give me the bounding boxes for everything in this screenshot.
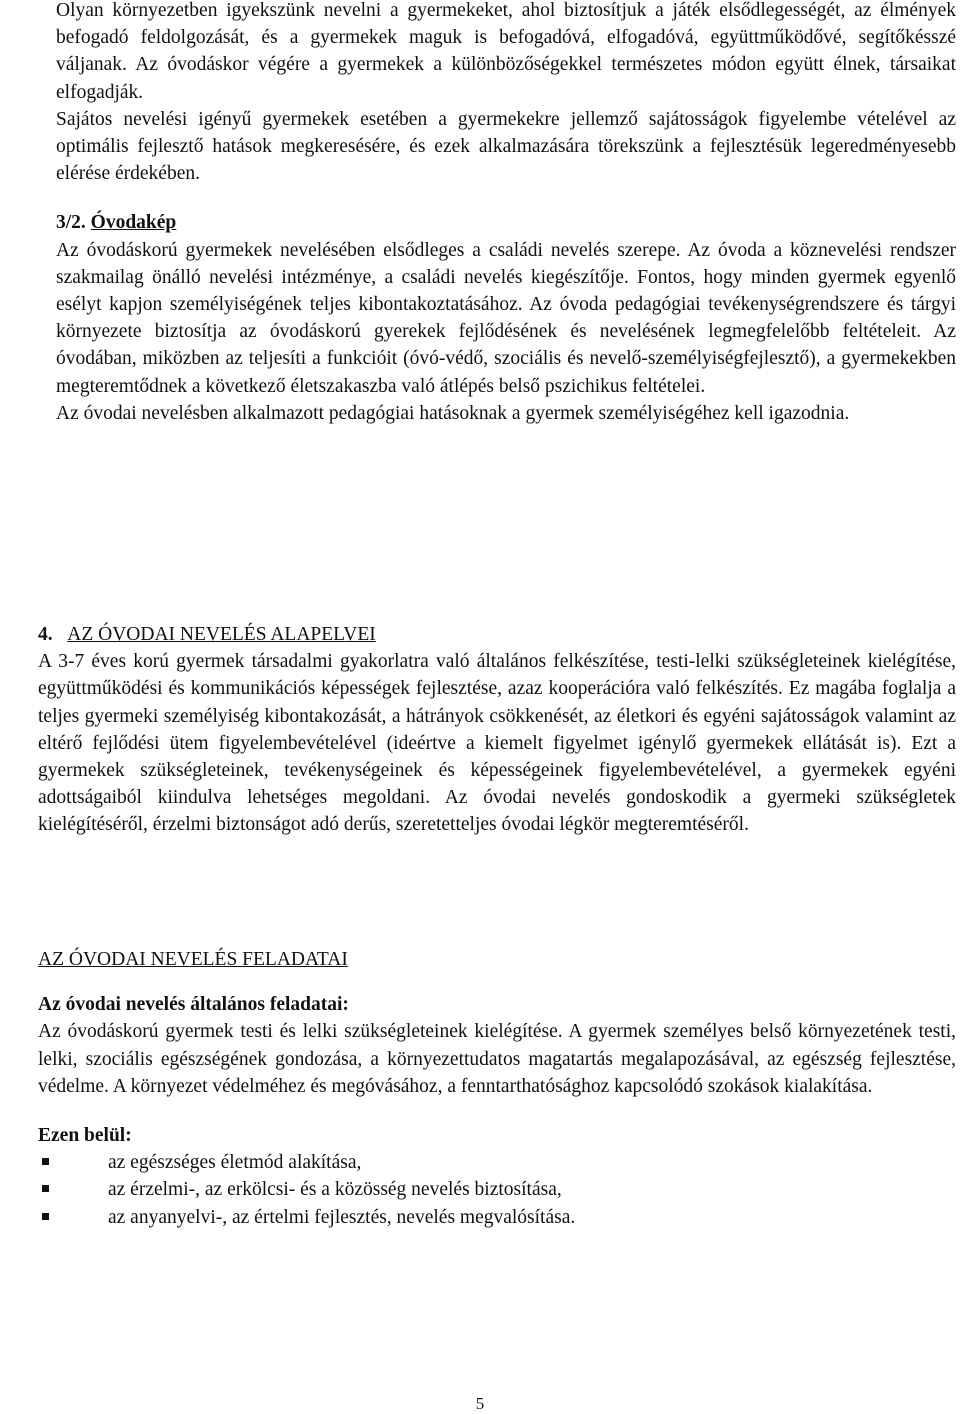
section-3-continuation [56,0,956,427]
paragraph: A 3-7 éves korú gyermek társadalmi gyakorlatra való általános felkészítése, testi-lelki szükségleteinek kielégítése, együttműködési és kommunikációs képességek fejlesztése, azaz kooperációra való felkészítés. Ez magába foglalja a teljes gyermeki személyiség kibontakozását, a hátrányok csökkenését, az életkori és egyéni sajátosságok valamint az eltérő fejlődési ütem figyelembevételével (ideértve a kiemelt figyelmet igénylő gyermekek ellátását is). Ezt a gyermekek szükségleteinek, tevékenységeinek és képességeinek figyelembevételével, a gyermekek egyéni adottságaiból kiindulva lehetséges megoldani. Az óvodai nevelés gondoskodik a gyermeki szükségletek kielégítéséről, érzelmi biztonságot adó derűs, szeretetteljes óvodai légkör megteremtéséről. [38,651,956,836]
paragraph: Sajátos nevelési igényű gyermekek esetében a gyermekekre jellemző sajátosságok figyelembe vételével az optimális fejlesztő hatások megkeresésére, és ezek alkalmazására törekszünk a fejlesztésük legeredményesebb elérése érdekében. [56,108,956,185]
tasks-section [38,946,956,1231]
bullet-square-icon [42,1158,49,1165]
task-list [38,1149,956,1231]
tasks-title: AZ ÓVODAI NEVELÉS FELADATAI [38,949,348,970]
subsection-title: Óvodakép [90,212,177,234]
within-heading: Ezen belül: [38,1125,132,1147]
list-item: az anyanyelvi-, az értelmi fejlesztés, nevelés megvalósítása. [38,1204,956,1231]
section-title: AZ ÓVODAI NEVELÉS ALAPELVEI [67,624,376,645]
section-4 [38,621,956,839]
subsection-heading [56,209,956,236]
bullet-square-icon [42,1185,49,1192]
section-number: 4. [38,624,53,645]
subsection-number: 3/2. [56,212,86,234]
page-number: 5 [475,1394,485,1413]
bullet-square-icon [42,1213,49,1220]
list-item: az érzelmi-, az erkölcsi- és a közösség nevelés biztosítása, [38,1176,956,1203]
section-heading [38,621,956,648]
general-tasks-heading: Az óvodai nevelés általános feladatai: [38,994,349,1016]
paragraph: Az óvodáskorú gyermekek nevelésében elsődleges a családi nevelés szerepe. Az óvoda a köznevelési rendszer szakmailag önálló nevelési intézménye, a családi nevelés kiegészítője. Fontos, hogy minden gyermek egyenlő esélyt kapjon személyiségének teljes kibontakoztatásához. Az óvoda pedagógiai tevékenységrendszere és tárgyi környezete biztosítja az óvodáskorú gyerekek fejlődésének és nevelésének legmegfelelőbb feltételeit. Az óvodában, miközben az teljesíti a funkcióit (óvó-védő, szociális és nevelő-személyiségfejlesztő), a gyermekekben megteremtődnek a következő életszakaszba való átlépés belső pszichikus feltételei. [56,239,956,397]
list-item: az egészséges életmód alakítása, [38,1149,956,1176]
paragraph: Az óvodai nevelésben alkalmazott pedagógiai hatásoknak a gyermek személyiségéhez kell igazodnia. [56,402,850,424]
paragraph: Az óvodáskorú gyermek testi és lelki szükségleteinek kielégítése. A gyermek személyes belső környezetének testi, lelki, szociális egészségének gondozása, a környezettudatos magatartás megalapozásával, az egészség fejlesztése, védelme. A környezet védelméhez és megóvásához, a fenntarthatósághoz kapcsolódó szokások kialakítása. [38,1021,956,1097]
paragraph: Olyan környezetben igyekszünk nevelni a gyermekeket, ahol biztosítjuk a játék elsődlegességét, az élmények befogadó feldolgozását, és a gyermekek maguk is befogadóvá, elfogadóvá, együttműködővé, segítőkésszé váljanak. Az óvodáskor végére a gyermekek a különbözőségekkel természetes módon együtt élnek, társaikat elfogadják. [56,0,956,103]
